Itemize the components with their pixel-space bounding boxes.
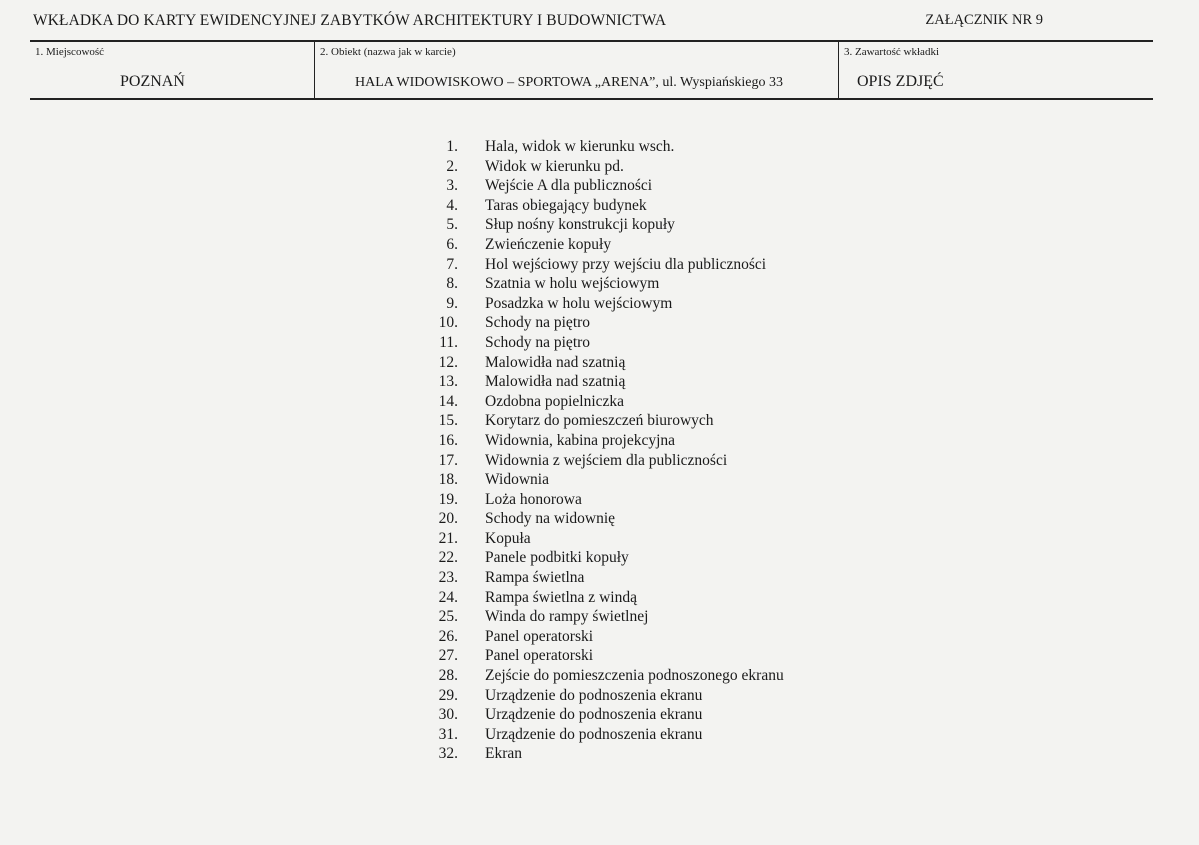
photo-caption: Urządzenie do podnoszenia ekranu bbox=[485, 686, 703, 704]
photo-number: 20. bbox=[438, 510, 458, 528]
photo-caption: Panel operatorski bbox=[485, 647, 594, 665]
photo-number: 25. bbox=[438, 608, 458, 626]
photo-number: 12. bbox=[438, 353, 458, 371]
photo-caption: Widownia bbox=[485, 471, 549, 489]
list-item bbox=[430, 627, 784, 647]
list-item bbox=[430, 548, 784, 568]
list-item bbox=[430, 725, 784, 745]
photo-number: 30. bbox=[438, 706, 458, 724]
photo-caption: Ekran bbox=[485, 745, 523, 763]
photo-description-list bbox=[430, 137, 784, 764]
list-item bbox=[430, 372, 784, 392]
content-cell bbox=[838, 42, 1153, 98]
photo-caption: Zejście do pomieszczenia podnoszonego ekranu bbox=[485, 667, 784, 685]
photo-caption: Korytarz do pomieszczeń biurowych bbox=[485, 412, 714, 430]
photo-number: 16. bbox=[438, 431, 458, 449]
list-item bbox=[430, 431, 784, 451]
photo-caption: Kopuła bbox=[485, 529, 531, 547]
photo-number: 15. bbox=[438, 412, 458, 430]
photo-caption: Taras obiegający budynek bbox=[485, 196, 647, 214]
list-item bbox=[430, 137, 784, 157]
photo-number: 31. bbox=[438, 725, 458, 743]
list-item bbox=[430, 588, 784, 608]
photo-caption: Schody na piętro bbox=[485, 314, 591, 332]
photo-caption: Wejście A dla publiczności bbox=[485, 177, 653, 195]
photo-number: 18. bbox=[438, 471, 458, 489]
list-item bbox=[430, 235, 784, 255]
photo-caption: Schody na piętro bbox=[485, 333, 591, 351]
photo-number: 5. bbox=[446, 216, 458, 234]
photo-number: 28. bbox=[438, 667, 458, 685]
list-item bbox=[430, 196, 784, 216]
list-item bbox=[430, 411, 784, 431]
photo-number: 3. bbox=[446, 177, 458, 195]
content-value: OPIS ZDJĘĆ bbox=[857, 73, 944, 90]
photo-caption: Zwieńczenie kopuły bbox=[485, 235, 612, 253]
list-item bbox=[430, 509, 784, 529]
list-item bbox=[430, 215, 784, 235]
photo-caption: Rampa świetlna bbox=[485, 569, 585, 587]
list-item bbox=[430, 686, 784, 706]
list-item bbox=[430, 157, 784, 177]
list-item bbox=[430, 294, 784, 314]
photo-caption: Loża honorowa bbox=[485, 490, 582, 508]
list-item bbox=[430, 255, 784, 275]
photo-caption: Widok w kierunku pd. bbox=[485, 157, 624, 175]
photo-number: 4. bbox=[446, 196, 458, 214]
photo-number: 26. bbox=[438, 627, 458, 645]
list-item bbox=[430, 451, 784, 471]
photo-number: 2. bbox=[446, 157, 458, 175]
photo-number: 29. bbox=[438, 686, 458, 704]
list-item bbox=[430, 353, 784, 373]
locality-label: 1. Miejscowość bbox=[35, 46, 105, 58]
list-item bbox=[430, 313, 784, 333]
photo-caption: Rampa świetlna z windą bbox=[485, 588, 637, 606]
list-item bbox=[430, 666, 784, 686]
photo-number: 11. bbox=[439, 333, 458, 351]
photo-caption: Hol wejściowy przy wejściu dla publiczności bbox=[485, 255, 767, 273]
list-item bbox=[430, 333, 784, 353]
document-header bbox=[33, 12, 1043, 34]
photo-number: 1. bbox=[446, 138, 458, 155]
list-item bbox=[430, 392, 784, 412]
photo-number: 13. bbox=[438, 373, 458, 391]
photo-number: 22. bbox=[438, 549, 458, 567]
photo-caption: Schody na widownię bbox=[485, 510, 616, 528]
photo-number: 9. bbox=[446, 294, 458, 312]
list-item bbox=[430, 705, 784, 725]
photo-number: 7. bbox=[446, 255, 458, 273]
list-item bbox=[430, 744, 784, 764]
object-label: 2. Obiekt (nazwa jak w karcie) bbox=[320, 46, 456, 58]
photo-number: 17. bbox=[438, 451, 458, 469]
photo-number: 27. bbox=[438, 647, 458, 665]
photo-number: 21. bbox=[438, 529, 458, 547]
list-item bbox=[430, 470, 784, 490]
photo-caption: Posadzka w holu wejściowym bbox=[485, 294, 673, 312]
list-item bbox=[430, 529, 784, 549]
photo-caption: Hala, widok w kierunku wsch. bbox=[485, 138, 675, 155]
photo-caption: Widownia z wejściem dla publiczności bbox=[485, 451, 728, 469]
content-label: 3. Zawartość wkładki bbox=[844, 46, 939, 58]
list-item bbox=[430, 274, 784, 294]
photo-number: 10. bbox=[438, 314, 458, 332]
list-item bbox=[430, 646, 784, 666]
locality-cell bbox=[30, 42, 314, 98]
photo-caption: Słup nośny konstrukcji kopuły bbox=[485, 216, 675, 234]
object-value: HALA WIDOWISKOWO – SPORTOWA „ARENA”, ul. Wyspiańskiego 33 bbox=[355, 75, 784, 90]
attachment-number: ZAŁĄCZNIK NR 9 bbox=[925, 12, 1043, 28]
list-item bbox=[430, 607, 784, 627]
list-item bbox=[430, 176, 784, 196]
photo-number: 24. bbox=[438, 588, 458, 606]
photo-caption: Winda do rampy świetlnej bbox=[485, 608, 649, 626]
photo-number: 32. bbox=[438, 745, 458, 763]
photo-caption: Szatnia w holu wejściowym bbox=[485, 275, 660, 293]
photo-caption: Panel operatorski bbox=[485, 627, 594, 645]
photo-caption: Urządzenie do podnoszenia ekranu bbox=[485, 706, 703, 724]
locality-value: POZNAŃ bbox=[120, 73, 185, 90]
photo-caption: Ozdobna popielniczka bbox=[485, 392, 625, 410]
photo-number: 23. bbox=[438, 569, 458, 587]
photo-caption: Malowidła nad szatnią bbox=[485, 353, 626, 371]
list-item bbox=[430, 490, 784, 510]
form-header-table bbox=[30, 40, 1153, 100]
photo-number: 6. bbox=[446, 235, 458, 253]
object-cell bbox=[314, 42, 838, 98]
photo-caption: Widownia, kabina projekcyjna bbox=[485, 431, 676, 449]
photo-caption: Urządzenie do podnoszenia ekranu bbox=[485, 725, 703, 743]
photo-number: 19. bbox=[438, 490, 458, 508]
photo-number: 8. bbox=[446, 275, 458, 293]
list-item bbox=[430, 568, 784, 588]
photo-caption: Malowidła nad szatnią bbox=[485, 373, 626, 391]
photo-caption: Panele podbitki kopuły bbox=[485, 549, 629, 567]
photo-number: 14. bbox=[438, 392, 458, 410]
document-title: WKŁADKA DO KARTY EWIDENCYJNEJ ZABYTKÓW ARCHITEKTURY I BUDOWNICTWA bbox=[33, 12, 667, 29]
